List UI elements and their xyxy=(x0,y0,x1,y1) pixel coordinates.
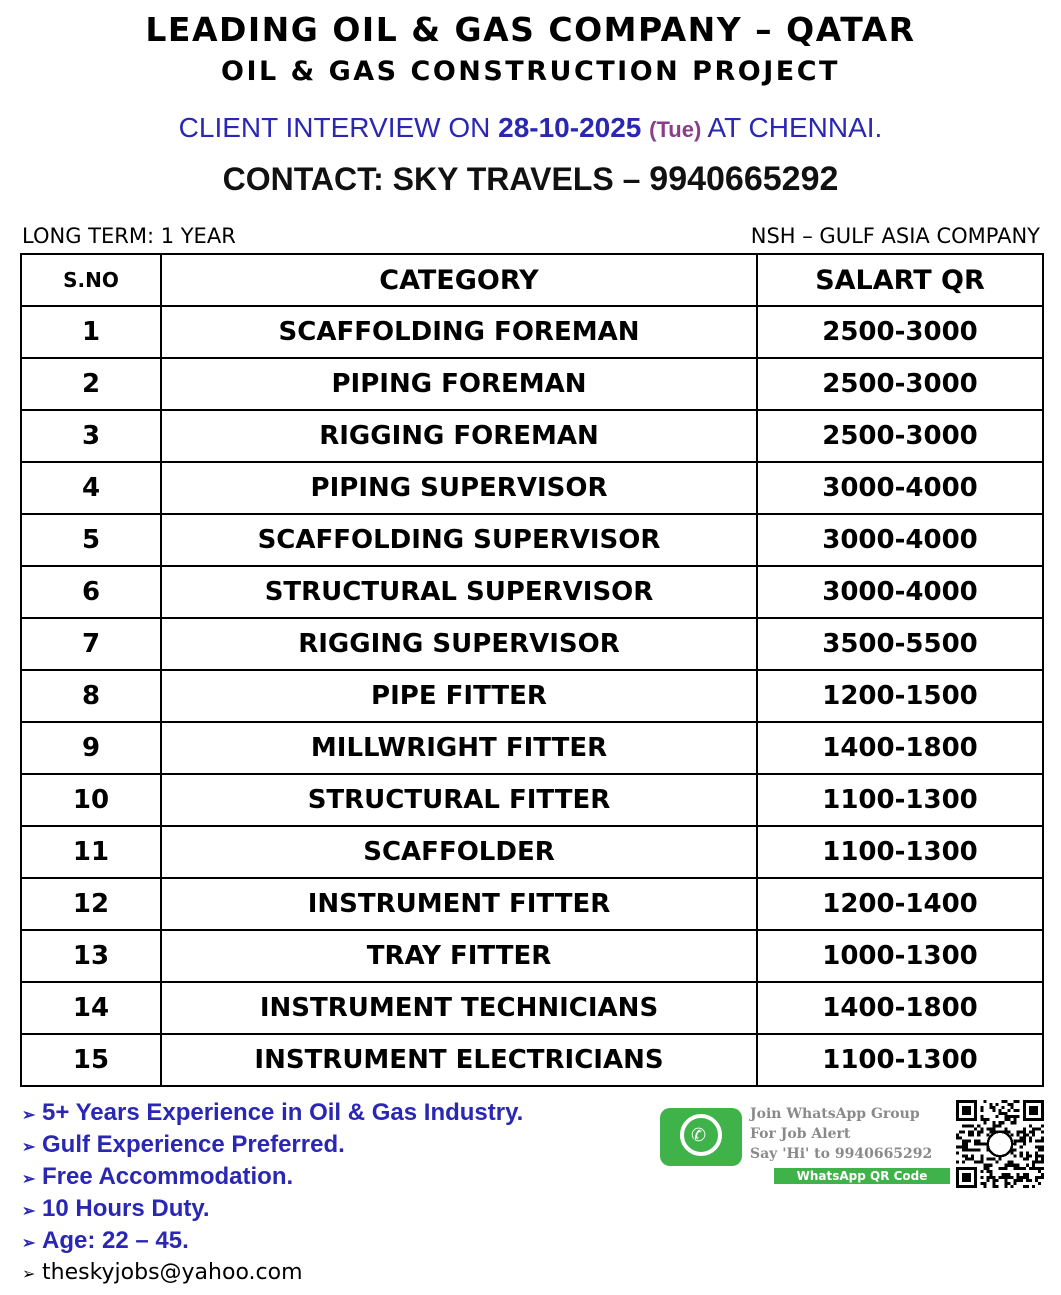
cell-salary: 1200-1500 xyxy=(757,670,1043,722)
list-item: ➢ Age: 22 – 45. xyxy=(22,1225,523,1257)
cell-sno: 9 xyxy=(21,722,161,774)
arrow-icon: ➢ xyxy=(22,1139,36,1156)
table-row xyxy=(21,982,1043,1034)
whatsapp-qr-label: WhatsApp QR Code xyxy=(774,1168,950,1184)
cell-salary: 3000-4000 xyxy=(757,462,1043,514)
cell-category: INSTRUMENT FITTER xyxy=(161,878,757,930)
cell-sno: 5 xyxy=(21,514,161,566)
cell-category: RIGGING SUPERVISOR xyxy=(161,618,757,670)
cell-category: INSTRUMENT ELECTRICIANS xyxy=(161,1034,757,1086)
contact-phone: 9940665292 xyxy=(649,160,839,198)
table-row xyxy=(21,358,1043,410)
cell-sno: 15 xyxy=(21,1034,161,1086)
cell-sno: 11 xyxy=(21,826,161,878)
cell-salary: 1400-1800 xyxy=(757,722,1043,774)
interview-prefix: CLIENT INTERVIEW ON xyxy=(178,112,499,143)
table-row xyxy=(21,1034,1043,1086)
whatsapp-banner[interactable] xyxy=(660,1100,950,1186)
requirements-list xyxy=(22,1097,523,1289)
page-title: LEADING OIL & GAS COMPANY – QATAR xyxy=(145,10,916,49)
cell-category: PIPING FOREMAN xyxy=(161,358,757,410)
cell-category: SCAFFOLDING FOREMAN xyxy=(161,306,757,358)
cell-sno: 14 xyxy=(21,982,161,1034)
cell-category: PIPING SUPERVISOR xyxy=(161,462,757,514)
arrow-icon: ➢ xyxy=(22,1264,36,1283)
table-row xyxy=(21,566,1043,618)
cell-sno: 4 xyxy=(21,462,161,514)
cell-sno: 8 xyxy=(21,670,161,722)
whatsapp-icon: ✆ xyxy=(660,1108,742,1166)
table-row xyxy=(21,410,1043,462)
list-item: ➢ 10 Hours Duty. xyxy=(22,1193,523,1225)
table-row xyxy=(21,930,1043,982)
cell-salary: 1000-1300 xyxy=(757,930,1043,982)
table-row xyxy=(21,774,1043,826)
table-row xyxy=(21,306,1043,358)
cell-sno: 7 xyxy=(21,618,161,670)
header-sno: S.NO xyxy=(21,254,161,306)
table-row xyxy=(21,462,1043,514)
contact-label: CONTACT: SKY TRAVELS – xyxy=(222,161,650,197)
cell-category: INSTRUMENT TECHNICIANS xyxy=(161,982,757,1034)
cell-salary: 1100-1300 xyxy=(757,774,1043,826)
list-item: ➢ 5+ Years Experience in Oil & Gas Industry. xyxy=(22,1097,523,1129)
cell-salary: 1100-1300 xyxy=(757,826,1043,878)
cell-category: STRUCTURAL SUPERVISOR xyxy=(161,566,757,618)
cell-sno: 6 xyxy=(21,566,161,618)
cell-sno: 13 xyxy=(21,930,161,982)
interview-date: 28-10-2025 xyxy=(498,112,642,143)
cell-salary: 2500-3000 xyxy=(757,306,1043,358)
table-row xyxy=(21,878,1043,930)
cell-salary: 2500-3000 xyxy=(757,410,1043,462)
cell-salary: 1200-1400 xyxy=(757,878,1043,930)
list-item: ➢ Free Accommodation. xyxy=(22,1161,523,1193)
cell-category: TRAY FITTER xyxy=(161,930,757,982)
cell-sno: 1 xyxy=(21,306,161,358)
table-row xyxy=(21,514,1043,566)
cell-category: STRUCTURAL FITTER xyxy=(161,774,757,826)
arrow-icon: ➢ xyxy=(22,1107,36,1124)
table-row xyxy=(21,618,1043,670)
interview-day: (Tue) xyxy=(649,117,702,142)
cell-category: SCAFFOLDING SUPERVISOR xyxy=(161,514,757,566)
arrow-icon: ➢ xyxy=(22,1235,36,1252)
email-item xyxy=(22,1257,523,1289)
cell-salary: 1100-1300 xyxy=(757,1034,1043,1086)
arrow-icon: ➢ xyxy=(22,1171,36,1188)
cell-sno: 2 xyxy=(21,358,161,410)
cell-salary: 3500-5500 xyxy=(757,618,1043,670)
cell-category: RIGGING FOREMAN xyxy=(161,410,757,462)
cell-category: PIPE FITTER xyxy=(161,670,757,722)
interview-suffix: AT CHENNAI. xyxy=(701,112,883,143)
cell-category: SCAFFOLDER xyxy=(161,826,757,878)
cell-sno: 12 xyxy=(21,878,161,930)
table-row xyxy=(21,826,1043,878)
list-item: ➢ Gulf Experience Preferred. xyxy=(22,1129,523,1161)
email-link[interactable]: theskyjobs@yahoo.com xyxy=(42,1260,303,1285)
cell-sno: 3 xyxy=(21,410,161,462)
cell-salary: 3000-4000 xyxy=(757,514,1043,566)
table-row xyxy=(21,722,1043,774)
cell-sno: 10 xyxy=(21,774,161,826)
whatsapp-text: Join WhatsApp Group For Job Alert Say 'Hi' to 9940665292 xyxy=(750,1106,933,1162)
table-row xyxy=(21,670,1043,722)
header-category: CATEGORY xyxy=(161,254,757,306)
term-label: LONG TERM: 1 YEAR xyxy=(22,224,236,248)
cell-category: MILLWRIGHT FITTER xyxy=(161,722,757,774)
interview-line xyxy=(0,112,1061,144)
cell-salary: 3000-4000 xyxy=(757,566,1043,618)
project-subtitle: OIL & GAS CONSTRUCTION PROJECT xyxy=(221,56,840,87)
cell-salary: 1400-1800 xyxy=(757,982,1043,1034)
company-label: NSH – GULF ASIA COMPANY xyxy=(750,224,1040,248)
header-salary: SALART QR xyxy=(757,254,1043,306)
qr-code-icon[interactable] xyxy=(956,1100,1044,1188)
jobs-table xyxy=(20,253,1044,1087)
table-header-row xyxy=(21,254,1043,306)
contact-line xyxy=(0,160,1061,199)
arrow-icon: ➢ xyxy=(22,1203,36,1220)
cell-salary: 2500-3000 xyxy=(757,358,1043,410)
